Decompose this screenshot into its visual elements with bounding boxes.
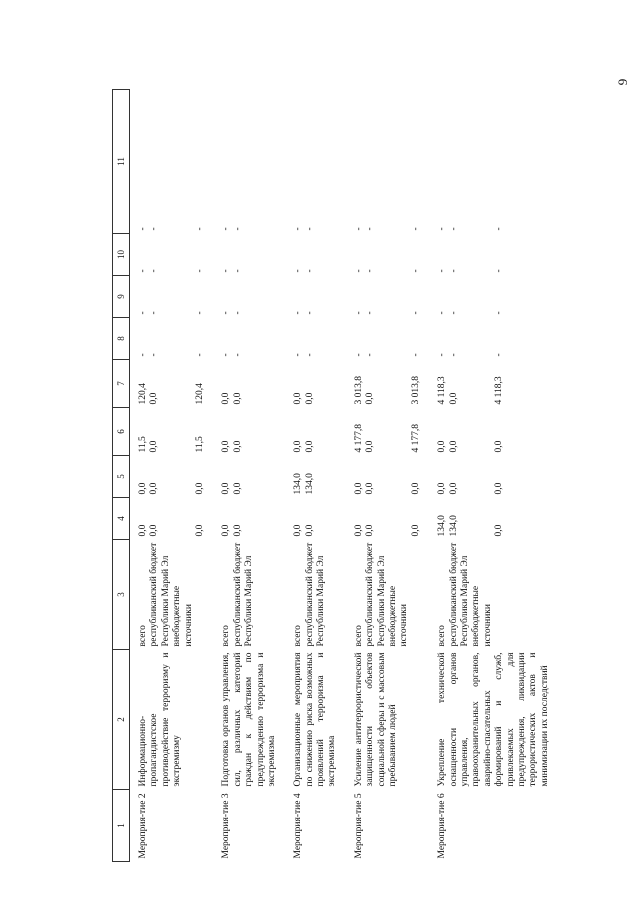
amount: 4 118,3	[494, 376, 505, 405]
amount	[172, 321, 183, 357]
amount: 0,0	[353, 524, 364, 537]
value-cell-c7	[287, 360, 348, 408]
amount: 3 013,8	[410, 376, 421, 405]
amount	[471, 279, 482, 315]
amount: 0,0	[138, 482, 148, 495]
funding-source: республиканский бюджет Республики Марий Эл	[304, 542, 327, 647]
table-row	[287, 90, 348, 862]
funding-source: всего	[353, 625, 364, 647]
budget-table	[112, 89, 560, 862]
amount	[184, 321, 195, 357]
amount	[388, 363, 399, 405]
amount: -	[410, 269, 421, 273]
amount: -	[365, 269, 376, 273]
amount	[161, 93, 172, 231]
amount: 0,0	[149, 482, 160, 495]
table-row	[431, 90, 560, 862]
amount	[161, 321, 172, 357]
amount: 0,0	[232, 482, 243, 495]
amount: 0,0	[221, 392, 232, 405]
amount: -	[304, 353, 315, 357]
amount: 0,0	[365, 482, 376, 495]
activity-description: Информационно-пропагандистское противодействие терроризму и экстремизму	[138, 652, 183, 787]
value-cell-c9	[431, 276, 560, 318]
amount	[184, 237, 195, 273]
amount: -	[437, 269, 448, 273]
value-cell-c11	[287, 90, 348, 234]
amount	[377, 279, 388, 315]
amount	[471, 93, 482, 231]
table-body	[130, 90, 561, 862]
value-cell-c5	[348, 456, 431, 498]
amount	[388, 93, 399, 231]
amount: -	[138, 227, 148, 231]
amount	[172, 237, 183, 273]
amount	[161, 237, 172, 273]
value-cell-c4	[431, 498, 560, 540]
value-cell-c10	[431, 234, 560, 276]
amount: -	[494, 227, 505, 231]
amount: 0,0	[194, 482, 205, 495]
amount	[483, 93, 494, 231]
amount: 134,0	[437, 515, 448, 537]
activity-name: Мероприя-тие 4	[293, 793, 304, 859]
amount: -	[293, 227, 304, 231]
amount: -	[437, 353, 448, 357]
amount	[460, 321, 471, 357]
amount	[483, 237, 494, 273]
amount: -	[410, 227, 421, 231]
value-cell-c7	[130, 360, 216, 408]
amount: -	[494, 353, 505, 357]
funding-source: всего	[221, 625, 232, 647]
amount	[184, 411, 195, 453]
amount	[460, 237, 471, 273]
header-col-2: 2	[113, 650, 130, 790]
value-cell-c11	[348, 90, 431, 234]
value-cell-c11	[130, 90, 216, 234]
amount: 0,0	[221, 482, 232, 495]
amount	[399, 93, 410, 231]
amount	[184, 459, 195, 495]
amount: -	[221, 227, 232, 231]
header-col-6: 6	[113, 408, 130, 456]
amount: 3 013,8	[353, 376, 364, 405]
table-row	[348, 90, 431, 862]
amount	[460, 501, 471, 537]
amount	[377, 321, 388, 357]
amount	[399, 321, 410, 357]
amount: -	[149, 311, 160, 315]
amount: 134,0	[448, 515, 459, 537]
amount: 0,0	[221, 524, 232, 537]
funding-sources	[431, 540, 560, 650]
amount	[377, 237, 388, 273]
amount: -	[304, 227, 315, 231]
amount	[161, 459, 172, 495]
value-cell-c5	[431, 456, 560, 498]
amount: -	[149, 353, 160, 357]
amount: -	[232, 227, 243, 231]
amount: 134,0	[293, 473, 304, 495]
header-col-8: 8	[113, 318, 130, 360]
header-col-9: 9	[113, 276, 130, 318]
table-row	[215, 90, 287, 862]
amount: 0,0	[494, 440, 505, 453]
amount	[399, 459, 410, 495]
amount	[399, 279, 410, 315]
amount: 0,0	[448, 482, 459, 495]
amount: 0,0	[437, 440, 448, 453]
amount: 0,0	[304, 440, 315, 453]
amount: 0,0	[293, 392, 304, 405]
amount: 120,4	[138, 383, 148, 405]
amount: -	[293, 269, 304, 273]
value-cell-c9	[287, 276, 348, 318]
amount: -	[232, 269, 243, 273]
amount: -	[410, 311, 421, 315]
amount: -	[221, 353, 232, 357]
funding-source: внебюджетные источники	[388, 585, 410, 647]
funding-sources	[287, 540, 348, 650]
page-number: 9	[615, 78, 630, 86]
amount	[388, 321, 399, 357]
amount: 0,0	[304, 524, 315, 537]
amount: 0,0	[149, 440, 160, 453]
value-cell-c4	[215, 498, 287, 540]
amount	[483, 321, 494, 357]
amount: -	[221, 311, 232, 315]
amount	[399, 363, 410, 405]
amount: -	[138, 269, 148, 273]
header-col-11: 11	[113, 90, 130, 234]
amount: 0,0	[410, 482, 421, 495]
amount	[184, 363, 195, 405]
header-col-3: 3	[113, 540, 130, 650]
amount: 0,0	[138, 524, 148, 537]
amount: -	[365, 227, 376, 231]
amount: -	[149, 227, 160, 231]
amount: -	[304, 311, 315, 315]
amount	[388, 279, 399, 315]
amount	[172, 411, 183, 453]
amount	[483, 501, 494, 537]
amount: -	[232, 311, 243, 315]
funding-sources	[215, 540, 287, 650]
amount	[184, 279, 195, 315]
value-cell-c7	[215, 360, 287, 408]
header-col-4: 4	[113, 498, 130, 540]
funding-sources	[348, 540, 431, 650]
amount: 0,0	[494, 524, 505, 537]
amount	[460, 411, 471, 453]
amount: -	[437, 311, 448, 315]
value-cell-c5	[130, 456, 216, 498]
amount: 0,0	[194, 524, 205, 537]
activity-description: Усиление антитеррористической защищенности объектов социальной сферы и с массовым пребыванием людей	[353, 652, 399, 787]
amount	[184, 501, 195, 537]
amount	[172, 93, 183, 231]
value-cell-c8	[287, 318, 348, 360]
value-cell-c6	[215, 408, 287, 456]
value-cell-c5	[215, 456, 287, 498]
amount: 11,5	[138, 436, 148, 453]
funding-source: республиканский бюджет Республики Марий Эл	[365, 542, 387, 647]
amount	[471, 237, 482, 273]
activity-description: Подготовка органов управления, сил, различных категорий граждан к действиям по предупреждению терроризма и экстремизма	[221, 652, 277, 787]
amount	[460, 459, 471, 495]
value-cell-c8	[431, 318, 560, 360]
amount: -	[365, 353, 376, 357]
amount	[161, 279, 172, 315]
amount: 0,0	[221, 440, 232, 453]
value-cell-c10	[215, 234, 287, 276]
amount: 0,0	[149, 524, 160, 537]
amount: 0,0	[494, 482, 505, 495]
amount: -	[448, 227, 459, 231]
funding-source: республиканский бюджет Республики Марий Эл	[448, 542, 470, 647]
header-col-10: 10	[113, 234, 130, 276]
amount	[471, 501, 482, 537]
funding-source: республиканский бюджет Республики Марий Эл	[149, 542, 171, 647]
amount	[388, 411, 399, 453]
activity-description: Организационные мероприятия по снижению риска возможных проявлений терроризма и экстремизма	[293, 652, 338, 787]
amount: -	[448, 311, 459, 315]
amount: 0,0	[232, 392, 243, 405]
value-cell-c4	[130, 498, 216, 540]
amount	[483, 459, 494, 495]
value-cell-c5	[287, 456, 348, 498]
amount	[483, 363, 494, 405]
amount: 0,0	[448, 440, 459, 453]
value-cell-c7	[348, 360, 431, 408]
funding-source: республиканский бюджет Республики Марий Эл	[232, 542, 255, 647]
value-cell-c9	[130, 276, 216, 318]
amount: -	[353, 353, 364, 357]
amount: -	[494, 311, 505, 315]
amount	[377, 411, 388, 453]
amount: -	[448, 353, 459, 357]
amount	[161, 363, 172, 405]
funding-source: всего	[138, 625, 148, 647]
amount: -	[138, 311, 148, 315]
value-cell-c9	[348, 276, 431, 318]
value-cell-c8	[348, 318, 431, 360]
amount	[184, 93, 195, 231]
amount	[377, 93, 388, 231]
amount: 4 177,8	[410, 424, 421, 453]
amount: 0,0	[365, 392, 376, 405]
amount: -	[353, 269, 364, 273]
value-cell-c10	[130, 234, 216, 276]
amount	[172, 459, 183, 495]
funding-source: внебюджетные источники	[172, 585, 194, 647]
amount: -	[194, 353, 205, 357]
amount: -	[353, 227, 364, 231]
amount	[471, 321, 482, 357]
amount: -	[448, 269, 459, 273]
value-cell-c4	[348, 498, 431, 540]
amount: -	[304, 269, 315, 273]
amount	[483, 411, 494, 453]
amount: -	[194, 311, 205, 315]
amount: 0,0	[353, 482, 364, 495]
budget-table-rotated	[112, 90, 622, 862]
header-row	[113, 90, 130, 862]
value-cell-c4	[287, 498, 348, 540]
amount: -	[353, 311, 364, 315]
amount: -	[494, 269, 505, 273]
amount: 0,0	[232, 524, 243, 537]
amount	[460, 363, 471, 405]
amount	[460, 93, 471, 231]
amount: -	[293, 353, 304, 357]
activity-name: Мероприя-тие 2	[138, 793, 148, 859]
amount: -	[221, 269, 232, 273]
amount: 0,0	[232, 440, 243, 453]
amount	[388, 237, 399, 273]
amount	[399, 237, 410, 273]
activity-description: Укрепление технической оснащенности органов управления, правоохранительных органов, аварийно-спасательных формирований и служб, привлекаемых для предупреждения, ликвидации террористических актов и минимизации их последствий	[437, 652, 550, 787]
value-cell-c8	[130, 318, 216, 360]
value-cell-c11	[215, 90, 287, 234]
amount	[388, 501, 399, 537]
amount	[483, 279, 494, 315]
amount	[172, 501, 183, 537]
amount: 0,0	[293, 524, 304, 537]
amount: 4 177,8	[353, 424, 364, 453]
amount	[399, 411, 410, 453]
amount	[161, 501, 172, 537]
value-cell-c6	[431, 408, 560, 456]
amount: -	[194, 227, 205, 231]
value-cell-c6	[287, 408, 348, 456]
value-cell-c11	[431, 90, 560, 234]
amount	[399, 501, 410, 537]
funding-source: внебюджетные источники	[471, 585, 493, 647]
amount: 0,0	[293, 440, 304, 453]
amount: -	[365, 311, 376, 315]
amount	[471, 411, 482, 453]
amount: 0,0	[437, 482, 448, 495]
amount	[377, 459, 388, 495]
activity-name: Мероприя-тие 6	[437, 793, 448, 859]
amount: -	[194, 269, 205, 273]
funding-source: всего	[293, 625, 304, 647]
amount	[471, 363, 482, 405]
amount: 4 118,3	[437, 376, 448, 405]
amount: -	[138, 353, 148, 357]
amount	[471, 459, 482, 495]
activity-name: Мероприя-тие 3	[221, 793, 232, 859]
amount	[161, 411, 172, 453]
amount: -	[410, 353, 421, 357]
amount	[460, 279, 471, 315]
amount: 11,5	[194, 436, 205, 453]
amount	[377, 501, 388, 537]
amount: 134,0	[304, 473, 315, 495]
amount: -	[149, 269, 160, 273]
amount: -	[437, 227, 448, 231]
activity-name: Мероприя-тие 5	[353, 793, 364, 859]
amount: 0,0	[304, 392, 315, 405]
value-cell-c10	[348, 234, 431, 276]
header-col-5: 5	[113, 456, 130, 498]
value-cell-c8	[215, 318, 287, 360]
value-cell-c10	[287, 234, 348, 276]
amount: 0,0	[365, 524, 376, 537]
amount: 0,0	[149, 392, 160, 405]
amount: -	[293, 311, 304, 315]
header-col-1: 1	[113, 790, 130, 862]
header-col-7: 7	[113, 360, 130, 408]
amount: 0,0	[448, 392, 459, 405]
value-cell-c9	[215, 276, 287, 318]
amount	[377, 363, 388, 405]
funding-source: всего	[437, 625, 448, 647]
table-row	[130, 90, 216, 862]
funding-sources	[130, 540, 216, 650]
value-cell-c6	[130, 408, 216, 456]
value-cell-c7	[431, 360, 560, 408]
value-cell-c6	[348, 408, 431, 456]
amount: 0,0	[365, 440, 376, 453]
amount	[172, 363, 183, 405]
amount: -	[232, 353, 243, 357]
amount: 0,0	[410, 524, 421, 537]
amount	[388, 459, 399, 495]
amount: 120,4	[194, 383, 205, 405]
amount	[172, 279, 183, 315]
